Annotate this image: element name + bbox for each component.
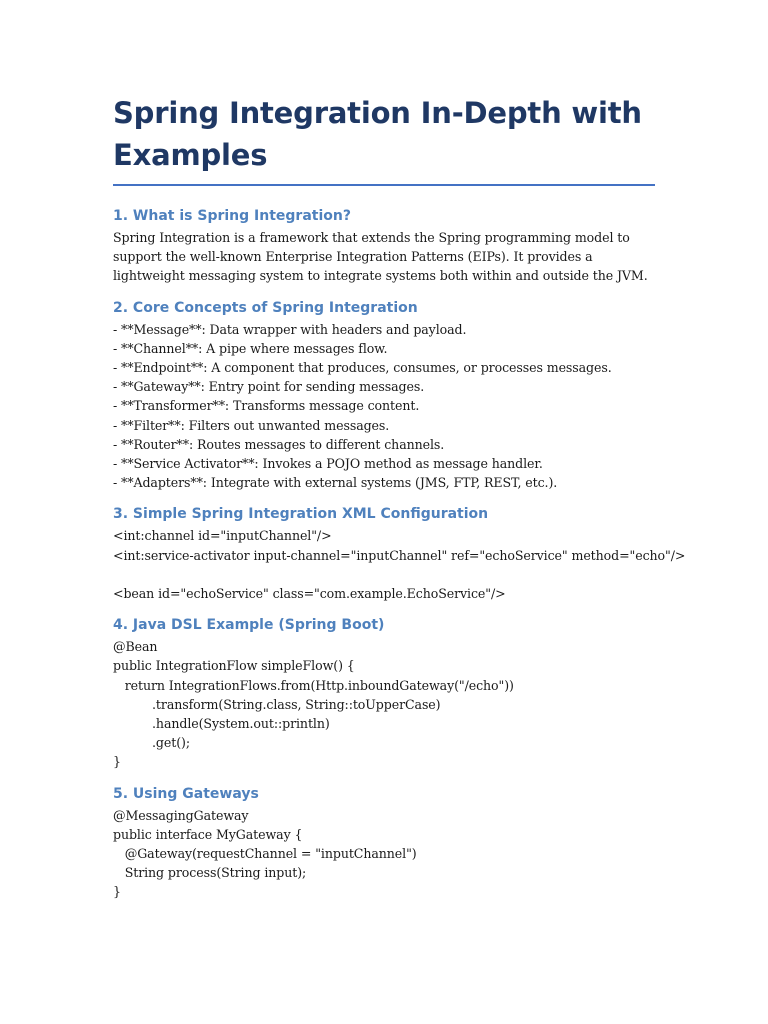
code-line: .handle(System.out::println)	[113, 716, 330, 732]
section-heading: 2. Core Concepts of Spring Integration	[113, 299, 418, 316]
document-page	[113, 92, 686, 914]
code-line: public interface MyGateway {	[113, 826, 303, 842]
code-line: public IntegrationFlow simpleFlow() {	[113, 658, 355, 674]
code-line: String process(String input);	[113, 865, 307, 881]
list-item: - **Adapters**: Integrate with external systems (JMS, FTP, REST, etc.).	[113, 475, 558, 491]
document-title-line-1: Spring Integration In-Depth with	[113, 96, 642, 130]
list-item: - **Gateway**: Entry point for sending messages.	[113, 379, 425, 395]
section-xml-config	[113, 504, 686, 603]
section-heading: 5. Using Gateways	[113, 785, 259, 802]
code-line: .transform(String.class, String::toUpperCase)	[113, 696, 441, 712]
list-item: - **Message**: Data wrapper with headers and payload.	[113, 321, 467, 337]
code-line: }	[113, 884, 121, 900]
code-line: <bean id="echoService" class="com.example.EchoService"/>	[113, 586, 506, 602]
section-heading: 3. Simple Spring Integration XML Configuration	[113, 506, 489, 523]
code-line: }	[113, 754, 121, 770]
list-item: - **Router**: Routes messages to different channels.	[113, 436, 445, 452]
code-line: <int:channel id="inputChannel"/>	[113, 528, 332, 544]
code-line-blank	[113, 565, 655, 584]
code-line: .get();	[113, 735, 190, 751]
list-item: - **Channel**: A pipe where messages flow.	[113, 340, 388, 356]
section-heading: 4. Java DSL Example (Spring Boot)	[113, 617, 385, 634]
code-line: @Gateway(requestChannel = "inputChannel")	[113, 846, 417, 862]
code-line: return IntegrationFlows.from(Http.inboundGateway("/echo"))	[113, 677, 514, 693]
code-line: @Bean	[113, 639, 158, 655]
document-title	[113, 92, 655, 184]
code-line: @MessagingGateway	[113, 807, 249, 823]
list-item: - **Endpoint**: A component that produces, consumes, or processes messages.	[113, 360, 612, 376]
title-underline	[113, 184, 655, 186]
code-line: <int:service-activator input-channel="inputChannel" ref="echoService" method="echo"/>	[113, 547, 686, 563]
list-item: - **Service Activator**: Invokes a POJO method as message handler.	[113, 456, 543, 472]
section-what-is	[113, 206, 655, 286]
section-heading: 1. What is Spring Integration?	[113, 208, 351, 224]
section-gateways	[113, 784, 655, 902]
section-core-concepts	[113, 298, 655, 493]
list-item: - **Transformer**: Transforms message content.	[113, 398, 420, 414]
section-java-dsl	[113, 615, 655, 771]
section-paragraph: Spring Integration is a framework that extends the Spring programming model to support the well-known Enterprise Integration Patterns (EIPs). It provides a lightweight messaging system to integrate systems both within and outside the JVM.	[113, 230, 648, 284]
document-title-line-2: Examples	[113, 138, 268, 172]
list-item: - **Filter**: Filters out unwanted messages.	[113, 417, 390, 433]
